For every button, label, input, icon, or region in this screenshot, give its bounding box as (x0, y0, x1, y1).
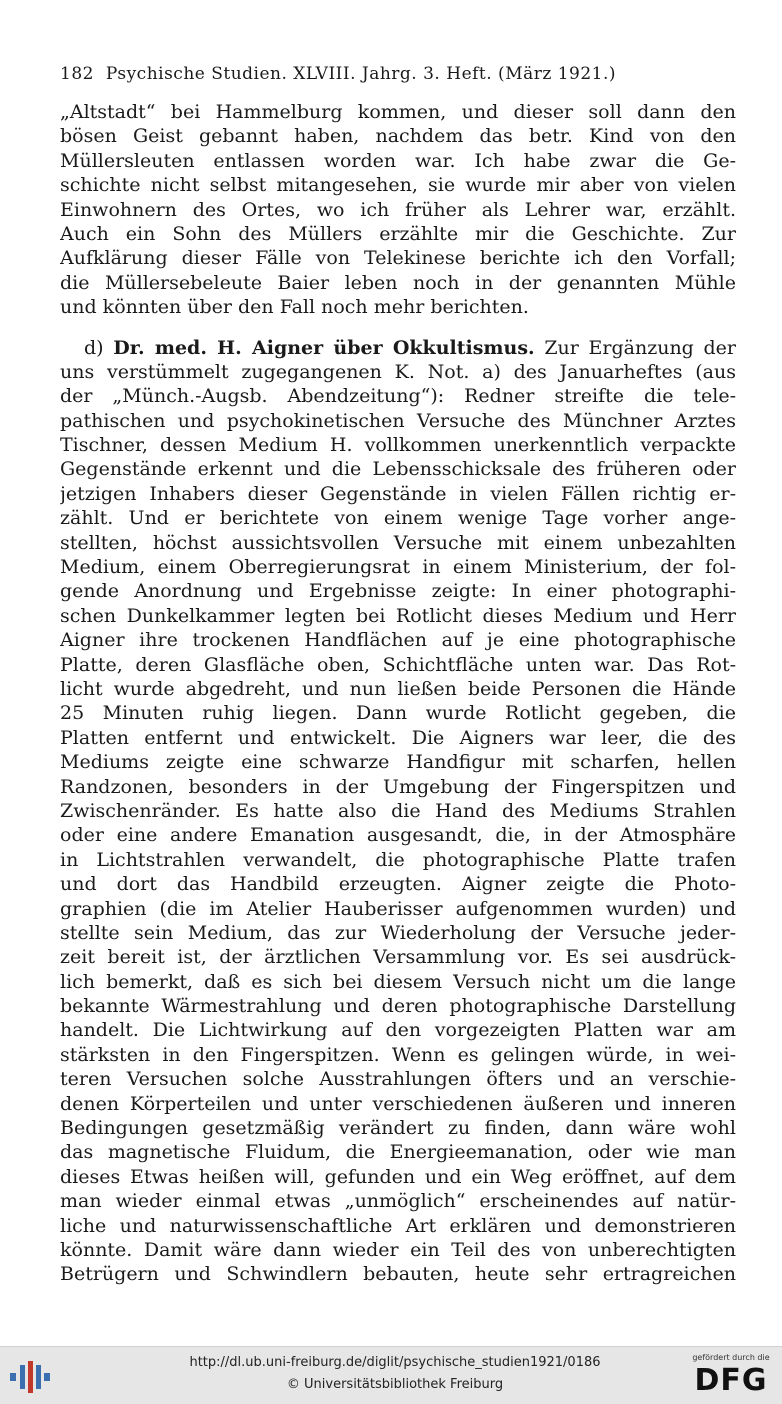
text-line: das magnetische Fluidum, die Energieemanation, oder wie man (60, 1141, 736, 1164)
page-number: 182 (60, 64, 94, 84)
text-line: Aufklärung dieser Fälle von Telekinese berichte ich den Vorfall; (60, 247, 736, 270)
text-line: Einwohnern des Ortes, wo ich früher als Lehrer war, erzählt. (60, 198, 736, 221)
text-line: teren Versuchen solche Ausstrahlungen öfters und an verschie- (60, 1068, 736, 1091)
text-line: stellte sein Medium, das zur Wiederholung der Versuche jeder- (60, 921, 736, 944)
text-line: Zwischenränder. Es hatte also die Hand des Mediums Strahlen (60, 799, 736, 822)
section-heading: Dr. med. H. Aigner über Okkultismus. (113, 336, 535, 359)
text-line: handelt. Die Lichtwirkung auf den vorgezeigten Platten war am (60, 1019, 736, 1042)
text-line: 25 Minuten ruhig liegen. Dann wurde Rotlicht gegeben, die (60, 702, 736, 725)
text-line: Auch ein Sohn des Müllers erzählte mir die Geschichte. Zur (60, 222, 736, 245)
source-url-link[interactable]: http://dl.ub.uni-freiburg.de/diglit/psychische_studien1921/0186 (189, 1355, 601, 1370)
paragraph-2-lines (60, 360, 736, 1287)
text-line: könnte. Damit wäre dann wieder ein Teil des von unberechtigten (60, 1238, 736, 1261)
text-line: oder eine andere Emanation ausgesandt, die, in der Atmosphäre (60, 824, 736, 847)
paragraph-1 (60, 100, 736, 320)
text-line: man wieder einmal etwas „unmöglich“ erscheinendes auf natür- (60, 1190, 736, 1213)
text-line: und dort das Handbild erzeugten. Aigner zeigte die Photo- (60, 873, 736, 896)
body-text (60, 100, 736, 1287)
text-line: Tischner, dessen Medium H. vollkommen unerkenntlich verpackte (60, 434, 736, 457)
running-header (60, 64, 732, 84)
text-line: denen Körperteilen und unter verschiedenen äußeren und inneren (60, 1092, 736, 1115)
footer-bar (0, 1346, 782, 1404)
text-line: Müllersleuten entlassen worden war. Ich habe zwar die Ge- (60, 149, 736, 172)
text-line: die Müllersebeleute Baier leben noch in der genannten Mühle (60, 271, 736, 294)
text-line: zeit bereit ist, der ärztlichen Versammlung vor. Es sei ausdrück- (60, 946, 736, 969)
text-line: Aigner ihre trockenen Handflächen auf je eine photographische (60, 629, 736, 652)
paragraph-2 (60, 336, 736, 1287)
text-line: liche und naturwissenschaftliche Art erklären und demonstrieren (60, 1214, 736, 1237)
text-line: Platten entfernt und entwickelt. Die Aigners war leer, die des (60, 726, 736, 749)
text-line: bösen Geist gebannt haben, nachdem das betr. Kind von den (60, 125, 736, 148)
text-line: jetzigen Inhabers dieser Gegenstände in vielen Fällen richtig er- (60, 482, 736, 505)
text-line: und könnten über den Fall noch mehr berichten. (60, 296, 529, 319)
running-title: Psychische Studien. XLVIII. Jahrg. 3. Heft. (März 1921.) (105, 64, 617, 84)
text-run: Zur Ergänzung der (544, 336, 736, 359)
text-line: der „Münch.-Augsb. Abendzeitung“): Redner streifte die tele- (60, 385, 736, 408)
text-line: in Lichtstrahlen verwandelt, die photographische Platte trafen (60, 848, 736, 871)
text-line: Medium, einem Oberregierungsrat in einem Ministerium, der fol- (60, 556, 736, 579)
text-line: Gegenstände erkennt und die Lebensschicksale des früheren oder (60, 458, 736, 481)
text-line: licht wurde abgedreht, und nun ließen beide Personen die Hände (60, 677, 736, 700)
dfg-logo-icon: DFG (694, 1363, 768, 1398)
text-line: Betrügern und Schwindlern bebauten, heute sehr ertragreichen (60, 1263, 736, 1286)
text-line: dieses Etwas heißen will, gefunden und ein Weg eröffnet, auf dem (60, 1165, 736, 1188)
library-logo-icon (8, 1359, 52, 1395)
text-line: lich bemerkt, daß es sich bei diesem Versuch nicht um die lange (60, 970, 736, 993)
text-line: Mediums zeigte eine schwarze Handfigur mit scharfen, hellen (60, 751, 736, 774)
text-line: bekannte Wärmestrahlung und deren photographische Darstellung (60, 995, 736, 1018)
text-line: stärksten in den Fingerspitzen. Wenn es gelingen würde, in wei- (60, 1043, 736, 1066)
text-line: graphien (die im Atelier Hauberisser aufgenommen wurden) und (60, 897, 736, 920)
text-line: stellten, höchst aussichtsvollen Versuche mit einem unbezahlten (60, 531, 736, 554)
text-line: zählt. Und er berichtete von einem wenige Tage vorher ange- (60, 507, 736, 530)
text-line: Randzonen, besonders in der Umgebung der Fingerspitzen und (60, 775, 736, 798)
text-line: pathischen und psychokinetischen Versuche des Münchner Arztes (60, 409, 736, 432)
dfg-caption: gefördert durch die (692, 1353, 770, 1362)
text-line: schichte nicht selbst mitangesehen, sie wurde mir aber von vielen (60, 174, 736, 197)
text-line: uns verstümmelt zugegangenen K. Not. a) des Januarheftes (aus (60, 360, 736, 383)
text-line: Bedingungen gesetzmäßig verändert zu finden, dann wäre wohl (60, 1117, 736, 1140)
text-line: gende Anordnung und Ergebnisse zeigte: In einer photographi- (60, 580, 736, 603)
text-line: „Altstadt“ bei Hammelburg kommen, und dieser soll dann den (60, 101, 736, 123)
text-line: schen Dunkelkammer legten bei Rotlicht dieses Medium und Herr (60, 604, 736, 627)
text-line: Platte, deren Glasfläche oben, Schichtfläche unten war. Das Rot- (60, 653, 736, 676)
section-label: d) (84, 336, 104, 359)
copyright-notice: © Universitätsbibliothek Freiburg (286, 1377, 504, 1392)
section-heading-line (60, 336, 736, 360)
